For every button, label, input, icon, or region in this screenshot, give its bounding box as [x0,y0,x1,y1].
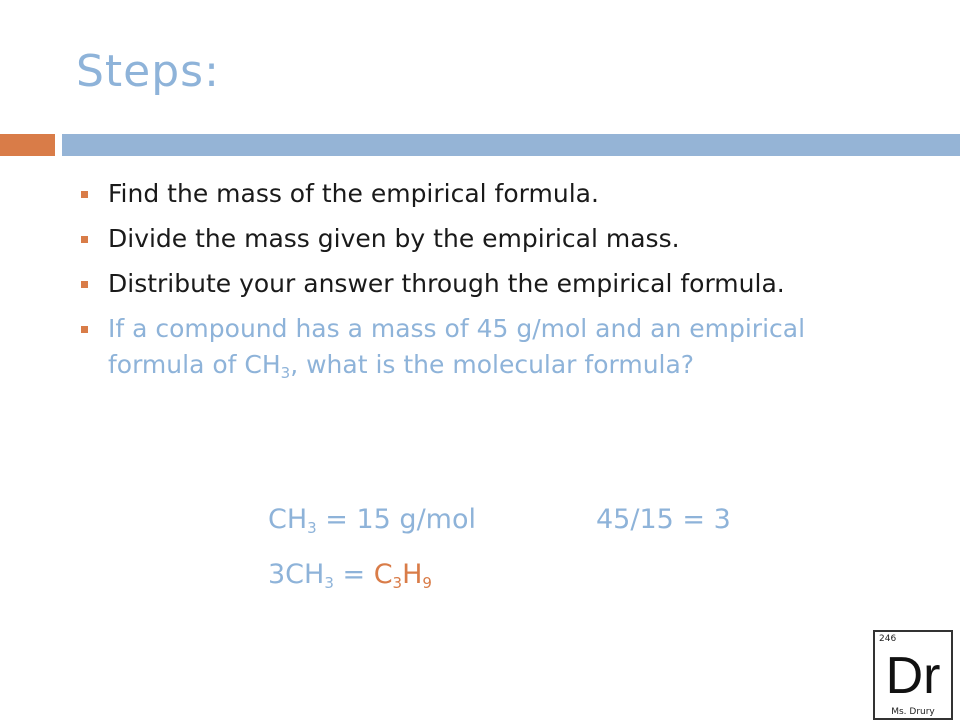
accent-bar-blue [62,134,960,156]
bullet-text: Find the mass of the empirical formula. [108,179,599,208]
bullet-item [80,221,860,257]
calculation-line-1 [268,504,731,537]
calculation-line-2 [268,559,432,590]
formula-3ch3: $3CH_3$ = [268,559,374,592]
element-tile-logo [873,630,953,720]
bullet-square-icon [81,191,88,198]
question-item [80,311,860,383]
bullet-item [80,176,860,212]
element-name: Ms. Drury [891,707,935,717]
bullet-list [80,176,860,392]
bullet-square-icon [81,236,88,243]
element-number: 246 [879,634,897,644]
element-symbol: Dr [885,647,941,705]
bullet-text: Distribute your answer through the empirical formula. [108,269,785,298]
accent-bar-orange [0,134,55,156]
slide-title: Steps: [76,46,220,97]
molecular-formula-answer: $C_3H_9$ [373,559,432,592]
bullet-square-icon [81,326,88,333]
bullet-square-icon [81,281,88,288]
bullet-text: Divide the mass given by the empirical mass. [108,224,680,253]
ratio-text: 45/15 = 3 [596,504,731,535]
bullet-item [80,266,860,302]
formula-ch3: $CH_3 = 15$ g/mol [268,504,476,537]
question-text: If a compound has a mass of 45 g/mol and an empirical formula of $CH_3$, what is the molecular formula? [108,314,806,382]
